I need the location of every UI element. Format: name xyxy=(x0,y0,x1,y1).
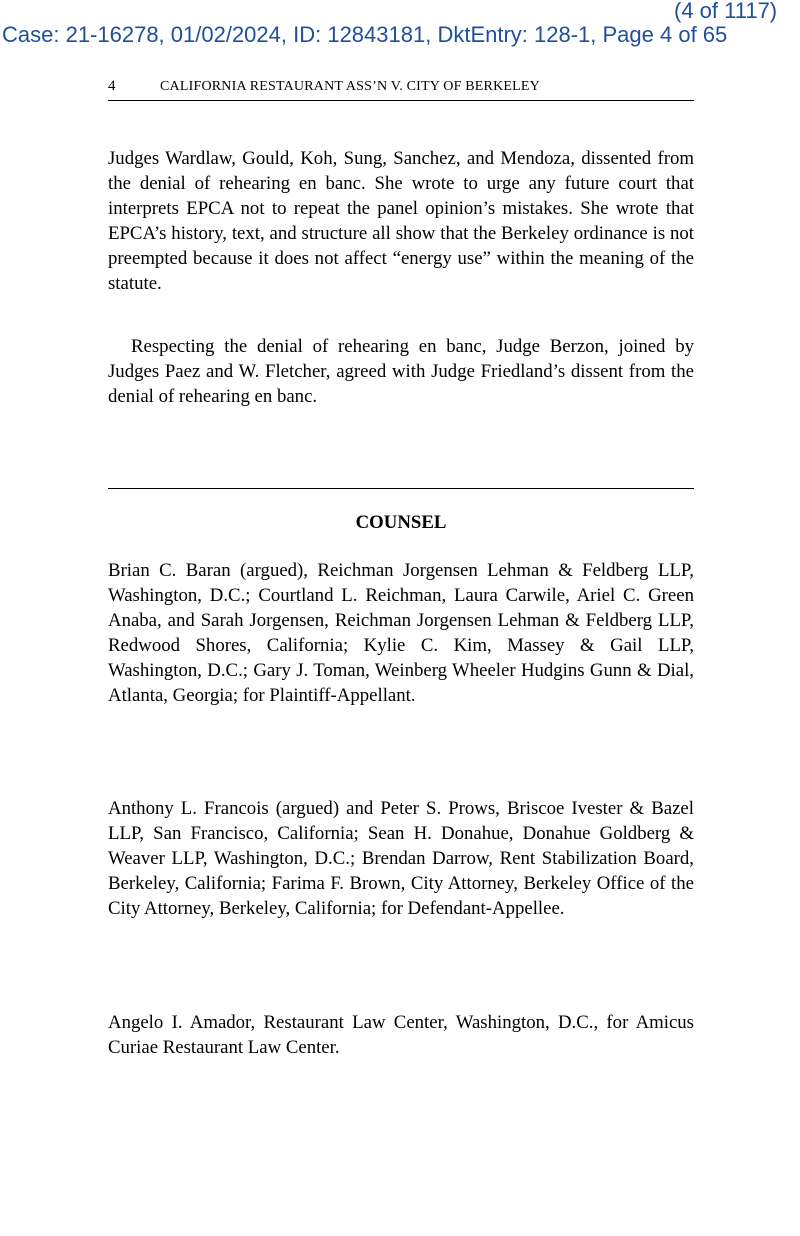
section-divider xyxy=(108,488,694,489)
page-count-stamp: (4 of 1117) xyxy=(674,0,778,23)
summary-paragraph-1-text: Judges Wardlaw, Gould, Koh, Sung, Sanchez, and Mendoza, dissented from the denial of rehearing en banc. She wrote to urge any future court that interprets EPCA not to repeat the panel opinion’s mistakes. She wrote that EPCA’s history, text, and structure all show that the Berkeley ordinance is not preempted because it does not affect “energy use” within the meaning of the statute. xyxy=(108,148,694,294)
counsel-entry-plaintiff xyxy=(108,558,694,708)
counsel-heading: COUNSEL xyxy=(355,512,447,533)
summary-paragraph-respecting xyxy=(108,334,694,409)
summary-paragraph-dissent xyxy=(108,146,694,296)
counsel-entry-text: Brian C. Baran (argued), Reichman Jorgensen Lehman & Feldberg LLP, Washington, D.C.; Courtland L. Reichman, Laura Carwile, Ariel C. Green Anaba, and Sarah Jorgensen, Reichman Jorgensen Lehman & Feldberg LLP, Redwood Shores, California; Kylie C. Kim, Massey & Gail LLP, Washington, D.C.; Gary J. Toman, Weinberg Wheeler Hudgins Gunn & Dial, Atlanta, Georgia; for Plaintiff-Appellant. xyxy=(108,560,694,706)
running-header xyxy=(108,78,694,101)
counsel-entry-amicus xyxy=(108,1010,694,1060)
case-docket-stamp: Case: 21-16278, 01/02/2024, ID: 12843181, DktEntry: 128-1, Page 4 of 65 xyxy=(2,22,728,47)
running-title: CALIFORNIA RESTAURANT ASS’N V. CITY OF BERKELEY xyxy=(160,79,540,94)
summary-paragraph-2-text: Respecting the denial of rehearing en banc, Judge Berzon, joined by Judges Paez and W. Fletcher, agreed with Judge Friedland’s dissent from the denial of rehearing en banc. xyxy=(108,336,694,407)
counsel-entry-text: Angelo I. Amador, Restaurant Law Center, Washington, D.C., for Amicus Curiae Restaurant Law Center. xyxy=(108,1012,694,1058)
counsel-entry-defendant xyxy=(108,796,694,921)
page-number: 4 xyxy=(108,78,116,94)
counsel-entry-text: Anthony L. Francois (argued) and Peter S. Prows, Briscoe Ivester & Bazel LLP, San Francisco, California; Sean H. Donahue, Donahue Goldberg & Weaver LLP, Washington, D.C.; Brendan Darrow, Rent Stabilization Board, Berkeley, California; Farima F. Brown, City Attorney, Berkeley Office of the City Attorney, Berkeley, California; for Defendant-Appellee. xyxy=(108,798,694,919)
